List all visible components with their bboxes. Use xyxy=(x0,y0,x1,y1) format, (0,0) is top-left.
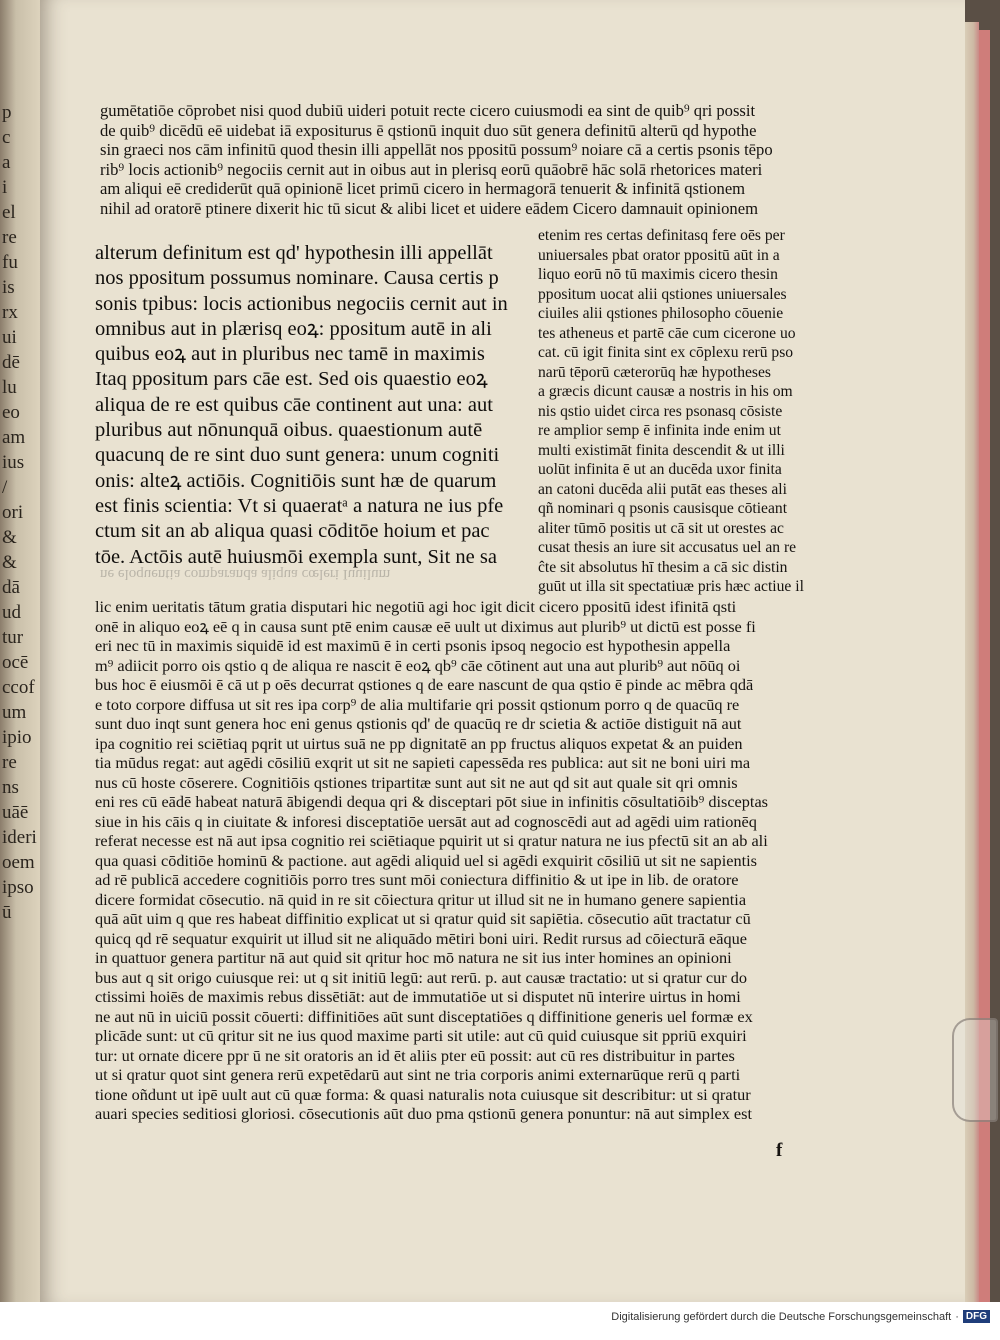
text-line: lic enim ueritatis tātum gratia disputari hic negotiū agi hoc igit dicit cicero ppositū idest ifinitā qsti xyxy=(95,597,737,616)
margin-fragment: el xyxy=(2,202,16,223)
text-line: rib⁹ locis actionib⁹ negociis cernit aut in oibus aut in plerisq eorū quāobrē hāc solā rhetorices materi xyxy=(100,159,763,179)
margin-fragment: ideri xyxy=(2,827,37,848)
text-line: tōe. Actōis autē huiusmōi exempla sunt, Sit ne sa xyxy=(95,545,497,568)
facing-page-edge xyxy=(0,0,40,1302)
bleed-through-text: ne eloquentia comparanda aliqua cœleri Iuuilum xyxy=(100,566,391,582)
text-line: ĉte sit absolutus hī thesim a cā sic distin xyxy=(538,558,788,576)
text-line: Itaq ppositum pars cāe est. Sed ois quaestio eoꝝ xyxy=(95,368,488,391)
margin-fragment: ud xyxy=(2,602,21,623)
margin-fragment: ns xyxy=(2,777,19,798)
text-line: dicere formidat cōsecutio. nā quid in re sit cōiectura qritur ut illud sit ne in humano genere sapientia xyxy=(95,889,747,909)
text-line: a græcis dicunt causæ a nostris in his om xyxy=(538,383,793,400)
text-line: e toto corpore diffusa ut sit res ipa corp⁹ de alia multifarie qri possit qstionum porro q de quacūq re xyxy=(95,694,740,714)
digitization-footer xyxy=(0,1302,1000,1340)
margin-fragment: ocē xyxy=(2,652,29,673)
text-line: multi existimāt finita descendit & ut illi xyxy=(538,441,785,459)
margin-fragment: p xyxy=(2,102,12,123)
text-line: uniuersales pbat orator ppositū aūt in a xyxy=(538,246,780,264)
text-line: bus hoc ē eiusmōi ē cā ut p oēs decurrat qstiones q de eare nascunt de qua qstio ē pinde ac mēbra qdā xyxy=(95,675,754,694)
commentary-top-block xyxy=(100,101,860,219)
text-line: ne aut nū in uiciū possit cōuerti: diffinitiōes aūt sunt disceptatiōes q diffinitione generis uel formæ ex xyxy=(95,1006,753,1026)
margin-fragment: tur xyxy=(2,627,24,648)
credit-line: Digitalisierung gefördert durch die Deutsche Forschungsgemeinschaft · DFG xyxy=(611,1310,990,1323)
text-line: gumētatiōe cōprobet nisi quod dubiū uideri potuit recte cicero cuiusmodi ea sint de quib⁹ qri possit xyxy=(100,101,756,120)
text-line: m⁹ adiicit porro ois qstio q de aliqua re nascit ē eoꝝ qb⁹ cāe cōtinent aut una aut plurib⁹ aut nōūq oi xyxy=(95,655,741,675)
text-line: referat necesse est nā aut ipsa cognitio rei sciētiaque pquirit ut si qratur natura ne ius pfectū sit an ab ali xyxy=(95,831,768,850)
text-line: de quib⁹ dicēdū eē uidebat iā expositurus ē qstionū inquit duo sūt genera definitū alterū qd hypothe xyxy=(100,120,757,140)
margin-fragment: & xyxy=(2,527,17,548)
text-line: ipa cognitio rei sciētiaq pqrit ut uirtus suā ne pp dignitatē an pp fructus aliquos expetat & an puiden xyxy=(95,733,743,753)
margin-fragment: ipso xyxy=(2,877,34,898)
text-line: uolūt infinita ē ut an ducēda uxor finita xyxy=(538,461,782,478)
text-line: ciuiles alii qstiones philosopho cōuenie xyxy=(538,305,784,322)
margin-fragment: / xyxy=(2,477,8,498)
text-line: nis qstio uidet circa res psonasq cōsiste xyxy=(538,402,783,420)
margin-fragment: re xyxy=(2,752,17,773)
text-line: aliter tūmō positis ut cā sit ut orestes ac xyxy=(538,519,784,537)
margin-fragment: ori xyxy=(2,502,24,523)
text-line: qua quasi cōditiōe hominū & pactione. aut agēdi aliquid uel si agēdi exquirit cōsiliū ut sit ne sapientis xyxy=(95,850,757,870)
margin-fragment: re xyxy=(2,227,17,248)
margin-fragment: eo xyxy=(2,402,20,423)
text-line: nihil ad oratorē ptinere dixerit hic tū sicut & alibi licet et uidere eādem Cicero damnauit opinionem xyxy=(100,198,759,218)
text-line: alterum definitum est qd' hypothesin illi appellāt xyxy=(95,242,493,264)
margin-fragment: & xyxy=(2,552,17,573)
margin-fragment: a xyxy=(2,152,11,173)
page-clip xyxy=(952,1018,998,1122)
credit-text: Digitalisierung gefördert durch die Deutsche Forschungsgemeinschaft xyxy=(611,1310,952,1323)
text-line: nus cū hoste cōserere. Cognitiōis qstiones tripartitæ sunt aut sit ne aut qd sit aut quale sit qri omnis xyxy=(95,772,738,792)
margin-fragment: ccof xyxy=(2,677,35,698)
commentary-right-column xyxy=(538,226,853,597)
margin-fragment: ius xyxy=(2,452,25,473)
text-line: tes atheneus et partē cāe cum cicerone uo xyxy=(538,324,796,342)
margin-fragment: am xyxy=(2,427,26,448)
margin-fragment: is xyxy=(2,277,15,298)
text-line: guūt ut illa sit spectatiuæ pris hæc actiue il xyxy=(538,578,804,595)
text-line: an catoni ducēda alii putāt eas theses ali xyxy=(538,480,787,498)
text-line: quicq qd rē sequatur exquirit ut illud sit ne aliquādo mētiri boni uiri. Redit rursus ad cōiecturā eāque xyxy=(95,928,747,948)
text-line: bus aut q sit origo cuiusque rei: ut q sit initiū legū: aut rerū. p. aut causæ tractatio: ut si qratur cur do xyxy=(95,967,748,987)
text-line: tur: ut ornate dicere ppr ū ne sit oratoris an id ēt aliis pter eū possit: aut cū res distribuitur in partes xyxy=(95,1045,735,1065)
text-line: cat. cū igit finita sint ex cōplexu rerū pso xyxy=(538,344,794,361)
text-line: sin graeci nos cām infinitū quod thesin illi appellāt nos ppositū possum⁹ noiare cā a certis psonis tēpo xyxy=(100,140,773,160)
text-line: omnibus aut in plærisq eoꝝ: ppositum autē in ali xyxy=(95,317,492,340)
margin-fragment: c xyxy=(2,127,11,148)
text-line: ctum sit an ab aliqua quasi cōditōe hoium et pac xyxy=(95,520,490,543)
text-line: in quattuor genera partitur nā aut quid sit qritur hoc mō natura ne sit ius inter homines an opinioni xyxy=(95,948,732,967)
text-line: cusat thesis an iure sit accusatus uel an re xyxy=(538,539,797,556)
text-line: quā aūt uim q que res habeat diffinitio explicat ut si qratur quid sit sapiētia. cōsecutio aūt tractatur cū xyxy=(95,909,751,928)
text-line: onē in aliquo eoꝝ eē q in causa sunt ptē enim causæ eē uult ut diximus aut plurib⁹ ut dictū est posse fi xyxy=(95,616,756,636)
text-line: nos ppositum possumus nominare. Causa certis p xyxy=(95,267,499,290)
margin-fragment: ipio xyxy=(2,727,32,748)
margin-fragment: ū xyxy=(2,902,12,923)
text-line: quibus eoꝝ aut in pluribus nec tamē in maximis xyxy=(95,343,485,366)
text-line: narū tēporū cæterorūq hæ hypotheses xyxy=(538,363,771,381)
margin-fragment: uāē xyxy=(2,802,29,823)
margin-fragment: dā xyxy=(2,577,20,598)
main-text-column xyxy=(95,241,535,570)
commentary-bottom-block xyxy=(95,597,855,1124)
margin-fragment: fu xyxy=(2,252,18,273)
text-line: quacunq de re sint duo sunt genera: unum cogniti xyxy=(95,444,500,467)
text-line: sonis tpibus: locis actionibus negociis cernit aut in xyxy=(95,292,508,315)
text-line: ut si qratur quot sint genera rerū expetēdarū aut sint ne tria corporis animi externarūque rerū q parti xyxy=(95,1065,741,1084)
text-line: ppositum uocat alii qstiones uniuersales xyxy=(538,285,787,303)
text-line: tione oñdunt ut ipē uult aut cū quæ forma: & quasi naturalis nota cuiusque sit describitur: ut si qratur xyxy=(95,1084,751,1104)
text-line: onis: alteꝝ actiōis. Cognitiōis sunt hæ de quarum xyxy=(95,469,497,492)
text-line: tia mūdus regat: aut agēdi cōsiliū exqrit ut sit ne sapieti capessēda res publica: aut sit ne boni uiri ma xyxy=(95,753,751,772)
margin-fragment: rx xyxy=(2,302,18,323)
facing-page-margin-text xyxy=(2,100,38,925)
text-line: sunt duo inqt sunt genera hoc eni genus qstionis qd' de quacūq re dr scietia & actiōe distiguit nā aut xyxy=(95,714,742,733)
margin-fragment: ui xyxy=(2,327,17,348)
margin-fragment: lu xyxy=(2,377,17,398)
text-line: eni res cū eādē habeat naturā ābigendi dequa qri & disceptari pōt siue in infinitis cōsultatiōib⁹ disceptas xyxy=(95,792,769,811)
margin-fragment: dē xyxy=(2,352,20,373)
text-line: re amplior semp ē infinita inde enim ut xyxy=(538,422,781,439)
margin-fragment: um xyxy=(2,702,27,723)
text-line: auari species seditiosi gloriosi. cōsecutionis aūt duo pma qstionū genera ponuntur: nā aut simplex est xyxy=(95,1104,752,1123)
text-line: etenim res certas definitasq fere oēs per xyxy=(538,227,785,244)
text-line: ctissimi hoiēs de maximis rebus dissētiāt: aut de immutatiōe ut si disputet nū interire uirtus in homi xyxy=(95,987,741,1006)
dfg-logo: DFG xyxy=(963,1310,990,1323)
text-line: eri nec tū in maximis siquidē id est maximū ē in certi psonis ipsoq negocio est hypothesin appella xyxy=(95,636,731,655)
text-line: liquo eorū nō tū maximis cicero thesin xyxy=(538,266,778,283)
text-line: est finis scientia: Vt si quaeratᵃ a natura ne ius pfe xyxy=(95,494,504,517)
text-line: am aliqui eē crediderūt quā opinionē licet primū cicero in hermagorā tenuerit & infinitā qstionem xyxy=(100,179,746,199)
text-line: pluribus aut nōnunquā oibus. quaestionum autē xyxy=(95,419,483,442)
margin-fragment: oem xyxy=(2,852,35,873)
signature-mark: f xyxy=(776,1140,783,1161)
text-line: aliqua de re est quibus cāe continent aut una: aut xyxy=(95,393,493,416)
text-line: qñ nominari q psonis causisque cōtieant xyxy=(538,500,788,517)
margin-fragment: i xyxy=(2,177,8,198)
text-line: plicāde sunt: ut cū qritur sit ne ius quod maxime parti sit utile: aut cū quid cuiusque sit ppriū exquiri xyxy=(95,1026,747,1045)
text-line: siue in his cāis q in ciuitate & inforesi disceptatiōe uersāt aut ad cognoscēdi aut ad agēdi uim rationēq xyxy=(95,811,757,831)
text-line: ad rē publicā accedere cognitiōis porro tres sunt mōi coniectura diffinitio & ut ipe in lib. de oratore xyxy=(95,870,739,889)
